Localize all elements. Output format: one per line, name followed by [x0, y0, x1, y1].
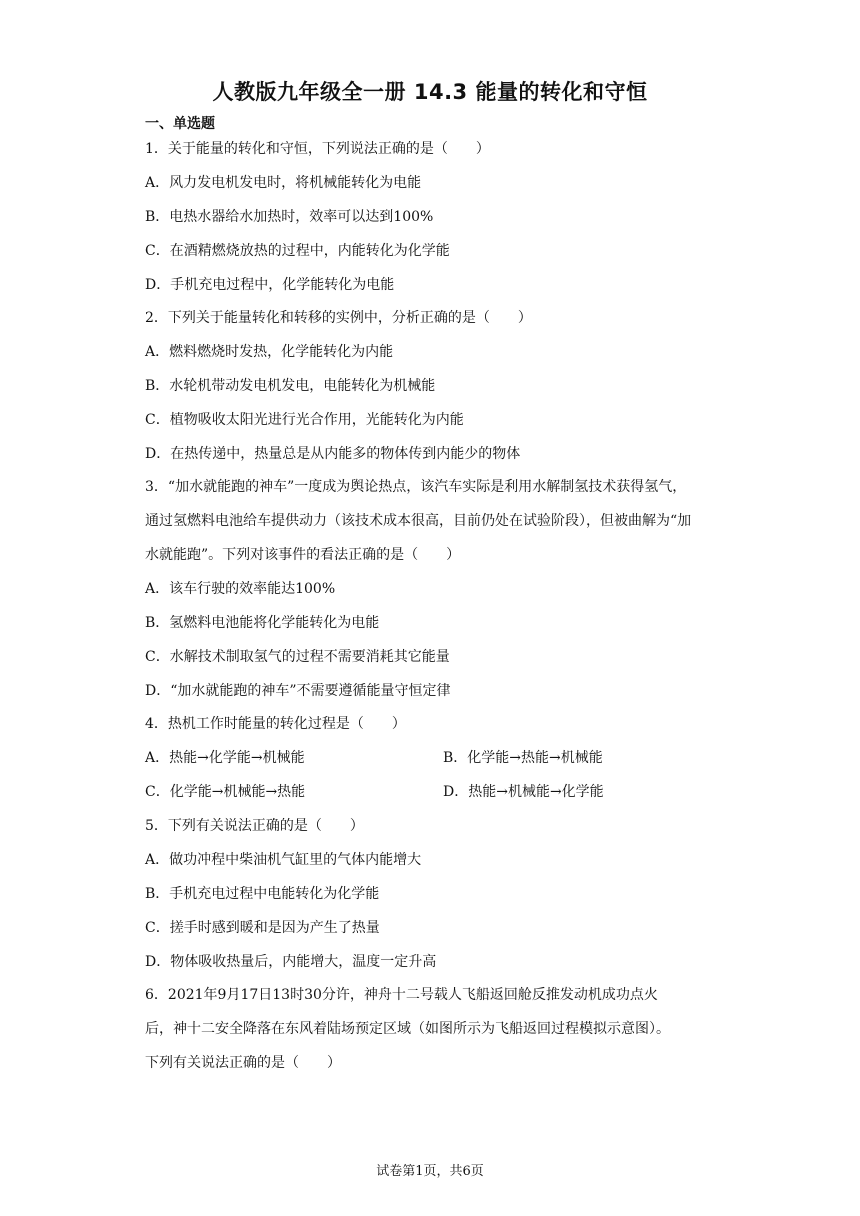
question-4-option-a: A．热能→化学能→机械能	[145, 750, 305, 766]
question-3-option-c: C．水解技术制取氢气的过程不需要消耗其它能量	[145, 649, 450, 665]
question-5-option-d: D．物体吸收热量后，内能增大，温度一定升高	[145, 954, 437, 970]
question-2-stem: 2．下列关于能量转化和转移的实例中，分析正确的是（ ）	[145, 310, 532, 326]
question-1-option-a: A．风力发电机发电时，将机械能转化为电能	[145, 175, 422, 191]
question-3-option-b: B．氢燃料电池能将化学能转化为电能	[145, 615, 380, 631]
section-heading: 一、单选题	[145, 116, 215, 132]
question-3-option-d: D．“加水就能跑的神车”不需要遵循能量守恒定律	[145, 683, 451, 699]
question-1-stem: 1．关于能量的转化和守恒，下列说法正确的是（ ）	[145, 141, 490, 157]
question-3-option-a: A．该车行驶的效率能达100%	[145, 581, 336, 597]
question-1-option-b: B．电热水器给水加热时，效率可以达到100%	[145, 209, 434, 225]
page-footer: 试卷第1页，共6页	[376, 1164, 484, 1179]
question-4-stem: 4．热机工作时能量的转化过程是（ ）	[145, 716, 406, 732]
question-2-option-d: D．在热传递中，热量总是从内能多的物体传到内能少的物体	[145, 446, 521, 462]
question-2-option-b: B．水轮机带动发电机发电，电能转化为机械能	[145, 378, 436, 394]
question-5-option-a: A．做功冲程中柴油机气缸里的气体内能增大	[145, 852, 422, 868]
question-3-stem-line-1: 3．“加水就能跑的神车”一度成为舆论热点，该汽车实际是利用水解制氢技术获得氢气，	[145, 479, 687, 495]
question-4-option-c: C．化学能→机械能→热能	[145, 784, 306, 800]
question-4-option-b: B．化学能→热能→机械能	[443, 750, 603, 766]
question-5-stem: 5．下列有关说法正确的是（ ）	[145, 818, 364, 834]
question-6-stem-line-1: 6．2021年9月17日13时30分许，神舟十二号载人飞船返回舱反推发动机成功点火	[145, 987, 658, 1003]
question-1-option-d: D．手机充电过程中，化学能转化为电能	[145, 277, 395, 293]
question-2-option-a: A．燃料燃烧时发热，化学能转化为内能	[145, 344, 394, 360]
question-3-stem-line-2: 通过氢燃料电池给车提供动力（该技术成本很高，目前仍处在试验阶段），但被曲解为“加	[145, 513, 692, 529]
question-1-option-c: C．在酒精燃烧放热的过程中，内能转化为化学能	[145, 243, 450, 259]
question-6-stem-line-3: 下列有关说法正确的是（ ）	[145, 1055, 341, 1071]
question-5-option-c: C．搓手时感到暖和是因为产生了热量	[145, 920, 380, 936]
question-3-stem-line-3: 水就能跑”。下列对该事件的看法正确的是（ ）	[145, 547, 461, 563]
question-5-option-b: B．手机充电过程中电能转化为化学能	[145, 886, 380, 902]
question-4-option-d: D．热能→机械能→化学能	[443, 784, 604, 800]
page-title: 人教版九年级全一册 14.3 能量的转化和守恒	[212, 80, 648, 104]
question-6-stem-line-2: 后，神十二安全降落在东风着陆场预定区域（如图所示为飞船返回过程模拟示意图）。	[145, 1021, 670, 1037]
question-2-option-c: C．植物吸收太阳光进行光合作用，光能转化为内能	[145, 412, 464, 428]
